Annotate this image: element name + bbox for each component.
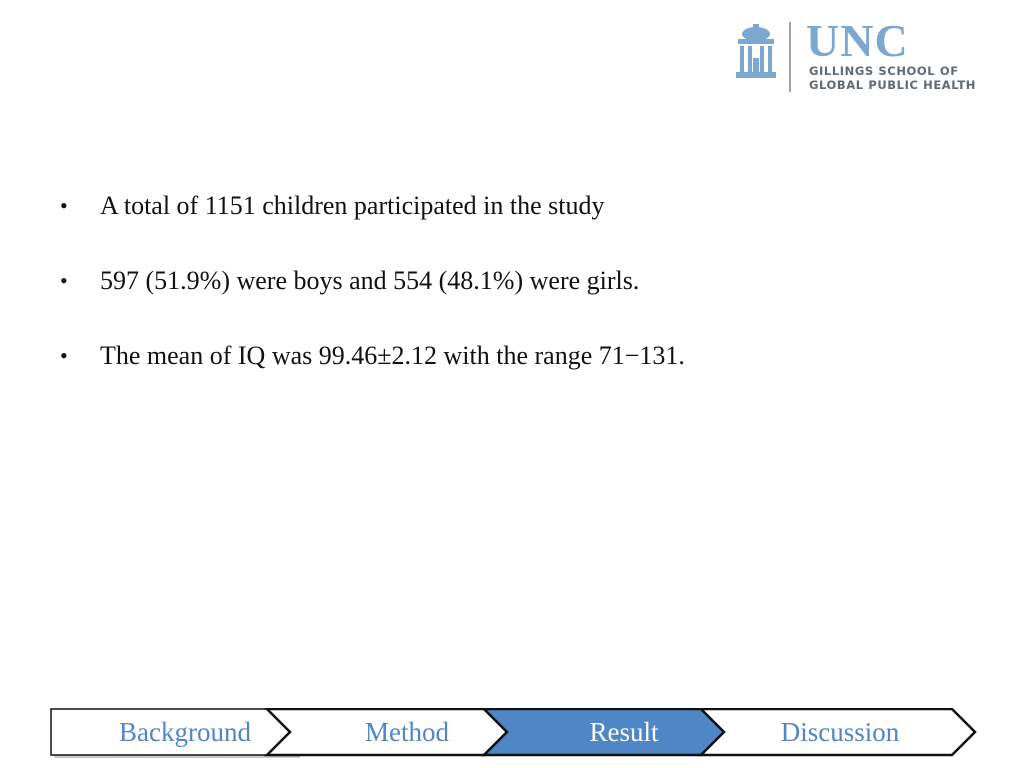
bullet-dot: • — [60, 268, 68, 293]
nav-tab-discussion[interactable]: Discussion — [780, 717, 900, 747]
bullet-list — [58, 188, 685, 413]
old-well-icon — [734, 24, 778, 80]
nav-tab-result[interactable]: Result — [589, 717, 659, 747]
nav-tab-method[interactable]: Method — [365, 717, 449, 747]
logo-divider — [789, 22, 791, 92]
logo-subtitle-line-1: GILLINGS SCHOOL OF — [809, 64, 959, 78]
logo-subtitle-line-2: GLOBAL PUBLIC HEALTH — [809, 78, 976, 92]
nav-tab-background[interactable]: Background — [119, 717, 251, 747]
bullet-text: A total of 1151 children participated in the study — [100, 191, 605, 220]
bullet-item — [58, 263, 685, 338]
section-nav — [50, 708, 980, 758]
logo-subtitle — [809, 64, 1009, 92]
bullet-text: 597 (51.9%) were boys and 554 (48.1%) were girls. — [100, 266, 640, 295]
bullet-text: The mean of IQ was 99.46±2.12 with the range 71−131. — [100, 341, 685, 370]
bullet-dot: • — [60, 193, 68, 218]
bullet-item — [58, 338, 685, 413]
bullet-item — [58, 188, 685, 263]
bullet-dot: • — [60, 343, 68, 368]
logo-title: UNC — [806, 15, 909, 66]
unc-gillings-logo — [734, 15, 1009, 95]
